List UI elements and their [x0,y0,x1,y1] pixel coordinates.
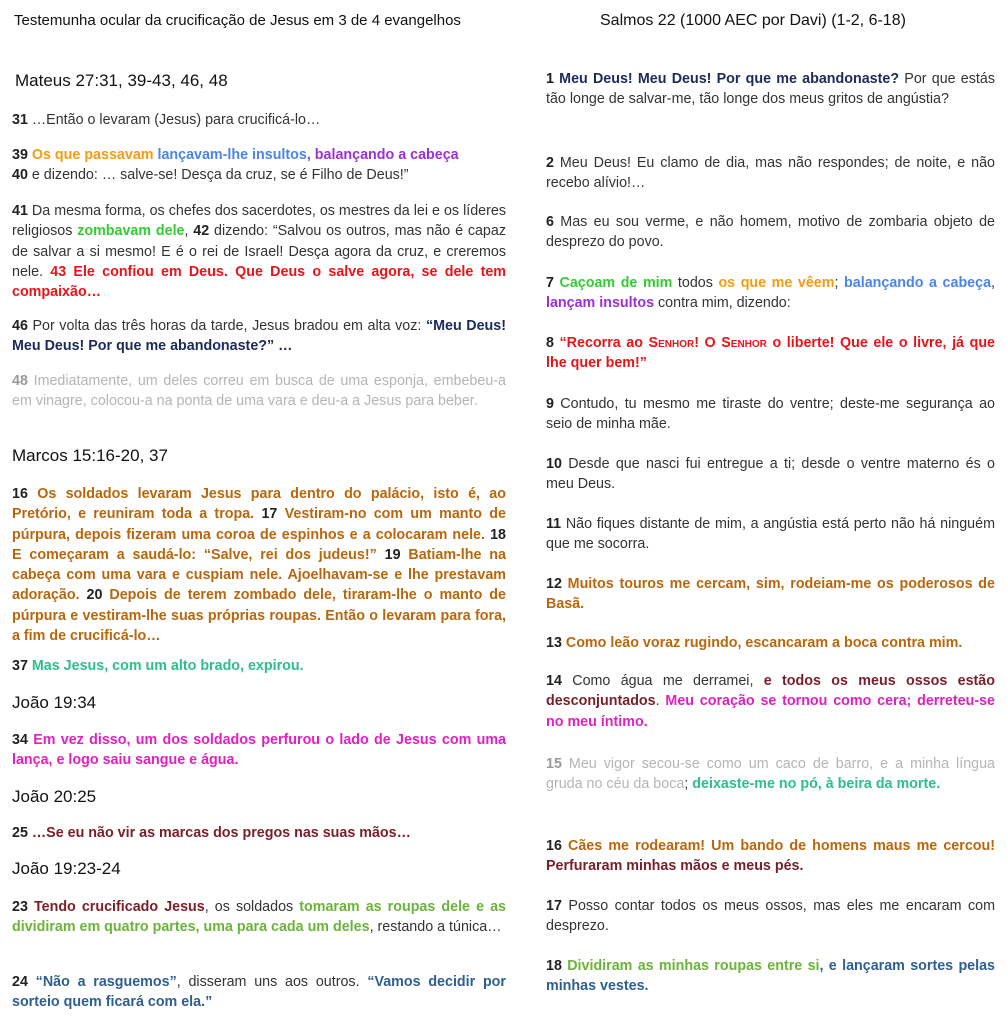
verse-number: 16 [12,486,28,502]
verse-joao-24: 24 “Não a rasguemos”, disseram uns aos outros. “Vamos decidir por sorteio quem ficará com ela.” [12,974,506,1011]
verse-number: 12 [546,576,562,592]
verse-salmo-2: 2 Meu Deus! Eu clamo de dia, mas não respondes; de noite, e não recebo alívio!… [546,155,995,192]
ref-marcos: Marcos 15:16-20, 37 [12,446,168,465]
verse-number: 18 [490,526,506,543]
highlight-divided-clothes: Dividiram as minhas roupas entre si [561,958,820,974]
verse-mateus-31 [12,110,506,130]
verse-salmo-7: 7 Caçoam de mim todos os que me vêem; balançando a cabeça, lançam insultos contra mim, dizendo: [546,275,996,312]
verse-number: 7 [546,275,554,291]
verse-salmo-13 [546,633,995,653]
psalm-column-header: Salmos 22 (1000 AEC por Davi) (1-2, 6-18) [600,12,906,29]
verse-number: 15 [546,756,562,772]
verse-number: 31 [12,112,28,128]
verse-number: 11 [546,516,562,532]
highlight-passers: os que me vêem [718,275,835,291]
verse-joao-23: 23 Tendo crucificado Jesus, os soldados tomaram as roupas dele e as dividiram em quatro partes, uma para cada um deles, restando a túnica… [12,899,506,936]
verse-mateus-48: 48 Imediatamente, um deles correu em busca de uma esponja, embebeu-a em vinagre, colocou-a na ponta de uma vara e deu-a a Jesus para beber. [12,373,506,410]
verse-joao-25 [12,823,506,843]
verse-salmo-11: 11 Não fiques distante de mim, a angústia está perto não há ninguém que me socorra. [546,516,995,553]
verse-number: 10 [546,456,562,472]
verse-number: 20 [86,587,103,604]
highlight-crucified: Tendo crucificado Jesus [27,899,205,915]
highlight-thirst: Meu vigor secou-se como um caco de barro, e a minha língua gruda no céu da boca [546,756,995,793]
verse-number: 46 [12,318,28,334]
verse-number: 25 [12,825,28,841]
highlight-death: deixaste-me no pó, à beira da morte [692,776,937,793]
highlight-cast-lots: “Vamos decidir por sorteio quem ficará com ela.” [12,974,506,1011]
highlight-forsaken-cry: Meu Deus! Meu Deus! Por que me abandonaste? [553,71,900,87]
highlight-mocked-him: zombavam dele [77,223,185,240]
highlight-bones-disjointed: e todos os meus ossos estão desconjuntados [546,673,995,710]
highlight-nail-marks: …Se eu não vir as marcas dos pregos nas suas mãos… [27,825,411,841]
verse-number: 48 [12,373,28,389]
verse-number: 9 [546,396,554,412]
highlight-passers: Os que passavam [31,147,154,163]
gospels-column-header: Testemunha ocular da crucificação de Jesus em 3 de 4 evangelhos [14,12,461,29]
verse-salmo-8: 8 “Recorra ao Senhor! O Senhor o liberte! Que ele o livre, já que lhe quer bem!” [546,335,996,372]
highlight-lion: Como leão voraz rugindo, escancaram a boca contra mim. [561,635,963,651]
highlight-forsaken-cry: “Meu Deus! Meu Deus! Por que me abandonaste?” … [12,318,506,355]
verse-number: 17 [261,506,278,523]
verse-text: e dizendo: … salve-se! Desça da cruz, se é Filho de Deus!” [27,167,409,184]
verse-number: 37 [12,658,28,674]
ref-joao-20-25: João 20:25 [12,787,97,806]
verse-number: 42 [193,223,210,240]
verse-salmo-12 [546,574,995,615]
highlight-dogs: Cães me rodearam! Um bando de homens maus me cercou! [561,838,995,854]
verse-salmo-14: 14 Como água me derramei, e todos os meus ossos estão desconjuntados. Meu coração se tornou como cera; derreteu-se no meu íntimo. [546,673,995,730]
verse-mateus-46: 46 Por volta das três horas da tarde, Jesus bradou em alta voz: “Meu Deus! Meu Deus! Por que me abandonaste?” … [12,318,506,355]
verse-number: 18 [546,958,562,974]
verse-number: 39 [12,147,28,163]
verse-number: 23 [12,899,28,915]
ref-joao-19-34: João 19:34 [12,693,97,712]
verse-mateus-39-40: 39 Os que passavam lançavam-lhe insultos, balançando a cabeça 40 e dizendo: … salve-se! Desça da cruz, se é Filho de Deus!” [12,147,459,184]
highlight-shaking-head: balançando a cabeça [844,275,992,291]
ref-joao-19-23: João 19:23-24 [12,859,121,878]
highlight-insults: lançam insultos [546,295,655,312]
verse-number: 1 [546,71,554,87]
verse-text: …Então o levaram (Jesus) para crucificá-lo… [27,112,321,128]
verse-salmo-16 [546,836,995,877]
verse-number: 19 [384,546,401,563]
verse-salmo-17: 17 Posso contar todos os meus ossos, mas eles me encaram com desprezo. [546,898,995,935]
verse-number: 34 [12,732,28,748]
verse-number: 24 [12,974,28,990]
ref-mateus: Mateus 27:31, 39-43, 46, 48 [15,71,228,90]
highlight-bulls: Muitos touros me cercam, sim, rodeiam-me os poderosos de Basã. [546,576,995,613]
highlight-trusted-god: Ele confiou em Deus. Que Deus o salve agora, se dele tem compaixão… [12,263,506,301]
verse-joao-34 [12,730,506,771]
verse-mateus-41-43: 41 Da mesma forma, os chefes dos sacerdotes, os mestres da lei e os líderes religiosos zombavam dele, 42 dizendo: “Salvou os outros, mas não é capaz de salvar a si mesmo! E é o rei de Israel! Desça agora da cruz, e creremos nele. 43 Ele confiou em Deus. Que Deus o salve agora, se dele tem compaixão… [12,203,506,301]
verse-number: 8 [546,335,554,351]
highlight-heart-wax: Meu coração se tornou como cera; derreteu-se no meu íntimo. [546,693,995,730]
verse-number: 16 [546,838,562,854]
highlight-cast-lots: lançaram sortes pelas minhas vestes [546,958,995,995]
verse-salmo-15: 15 Meu vigor secou-se como um caco de barro, e a minha língua gruda no céu da boca; deixaste-me no pó, à beira da morte. [546,756,995,793]
verse-salmo-18: 18 Dividiram as minhas roupas entre si, e lançaram sortes pelas minhas vestes. [546,958,995,995]
verse-number: 41 [12,203,28,219]
verse-salmo-9: 9 Contudo, tu mesmo me tiraste do ventre; deste-me segurança ao seio de minha mãe. [546,396,995,433]
highlight-insults: lançavam-lhe insultos [157,147,307,163]
verse-number: 43 [50,263,67,280]
verse-number: 13 [546,635,562,651]
verse-number: 17 [546,898,562,914]
verse-number: 40 [12,167,28,184]
verse-marcos-16-20: 16 Os soldados levaram Jesus para dentro do palácio, isto é, ao Pretório, e reuniram toda a tropa. 17 Vestiram-no com um manto de púrpura, depois fizeram uma coroa de espinhos e a colocaram nele. 18 E começaram a saudá-lo: “Salve, rei dos judeus!” 19 Batiam-lhe na cabeça com uma vara e cuspiam nele. Ajoelhavam-se e lhe prestavam adoração. 20 Depois de terem zombado dele, tiraram-lhe o manto de púrpura e vestiram-lhe suas próprias roupas. Então o levaram para fora, a fim de crucificá-lo… [12,486,506,645]
highlight-shaking-head: balançando a cabeça [314,147,459,163]
verse-salmo-6: 6 Mas eu sou verme, e não homem, motivo de zombaria objeto de desprezo do povo. [546,214,995,251]
highlight-divided-clothes: tomaram as roupas dele e as dividiram em quatro partes, uma para cada um deles [12,899,506,936]
verse-number: 2 [546,155,554,171]
highlight-expired: Mas Jesus, com um alto brado, expirou. [27,658,304,674]
verse-number: 14 [546,673,562,689]
verse-number: 6 [546,214,554,230]
verse-salmo-1: 1 Meu Deus! Meu Deus! Por que me abandonaste? Por que estás tão longe de salvar-me, tão longe dos meus gritos de angústia? [546,71,995,108]
highlight-pierced-side: Em vez disso, um dos soldados perfurou o lado de Jesus com uma lança, e logo saiu sangue e água. [12,732,506,769]
verse-salmo-10: 10 Desde que nasci fui entregue a ti; desde o ventre materno és o meu Deus. [546,456,995,493]
highlight-dont-tear: “Não a rasguemos” [27,974,177,990]
highlight-pierced-hands: Perfuraram minhas mãos e meus pés. [546,858,804,875]
verse-marcos-37 [12,656,506,676]
highlight-mocked-him: Caçoam de mim [553,275,673,291]
